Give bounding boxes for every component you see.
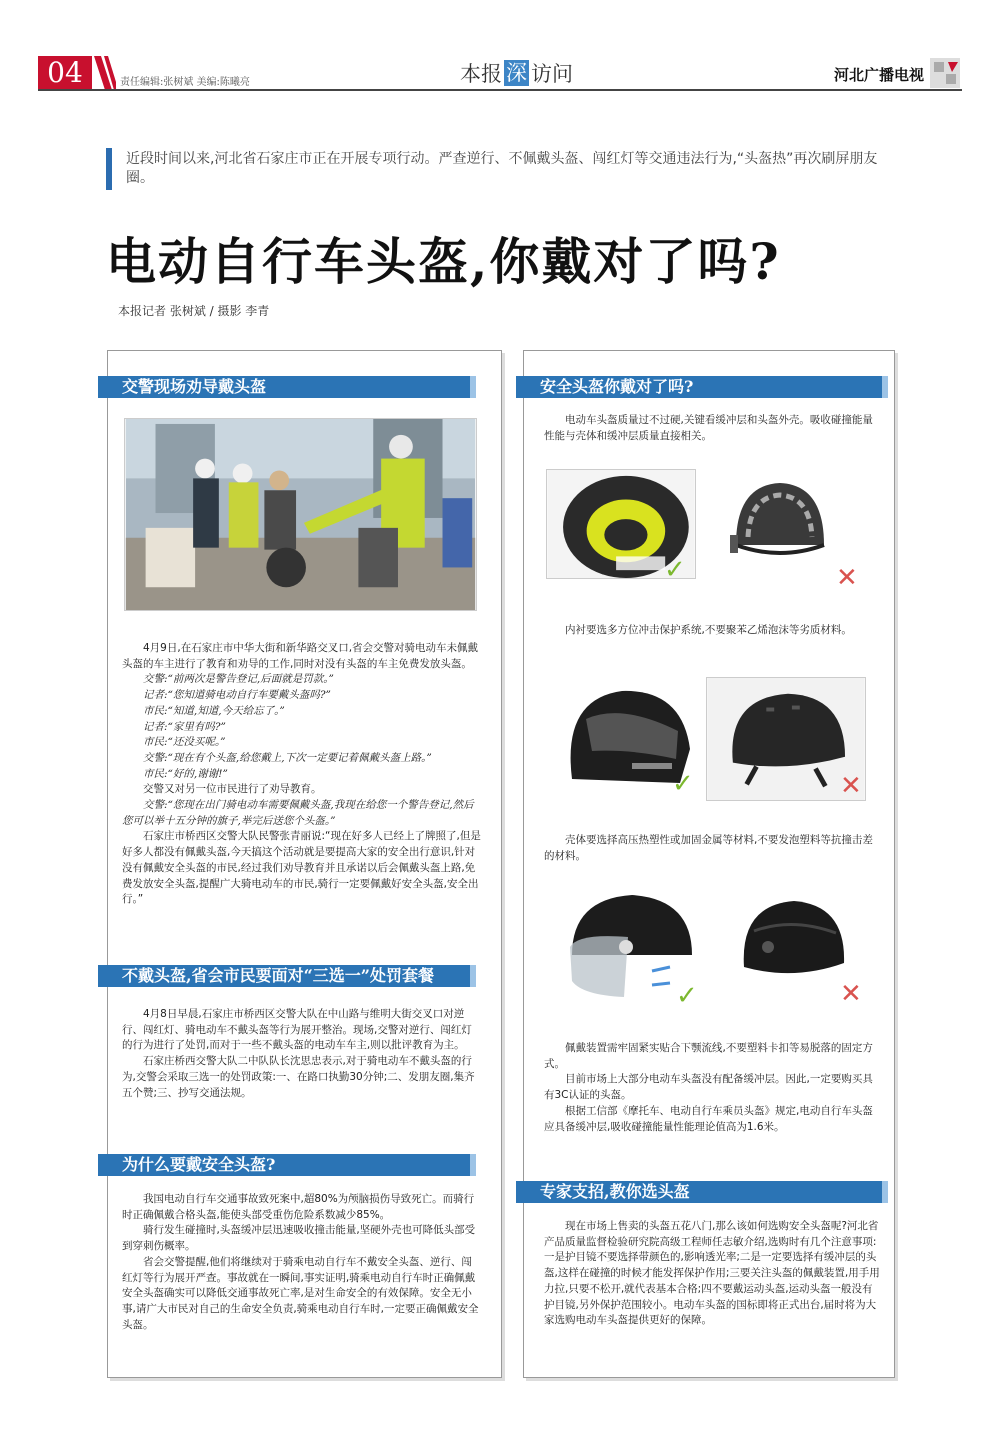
section-body-traffic-police [122,641,482,908]
cross-mark-icon: ✕ [840,979,862,1009]
column-suffix: 访问 [531,62,573,86]
paragraph: 内衬要选多方位冲击保护系统,不要聚苯乙烯泡沫等劣质材料。 [565,624,852,636]
paragraph: 壳体要选择高压热塑性或加固金属等材料,不要发泡塑料等抗撞击差的材料。 [544,834,873,862]
check-mark-icon: ✓ [664,555,686,585]
newspaper-name: 河北广播电视 [834,66,925,84]
paragraph: 骑行发生碰撞时,头盔缓冲层迅速吸收撞击能量,坚硬外壳也可降低头部受到穿刺伤概率。 [122,1224,476,1253]
section-title-traffic-police: 交警现场劝导戴头盔 [98,376,476,398]
right-column-panel [523,350,895,1378]
page-number: 04 [38,56,92,90]
section-title-why-helmet: 为什么要戴安全头盔? [98,1154,476,1176]
section-title-helmet-check: 安全头盔你戴对了吗? [516,376,888,398]
paragraph: 我国电动自行车交通事故致死案中,超80%为颅脑损伤导致死亡。而骑行时正确佩戴合格头盔,能使头部受重伤危险系数减少85%。 [122,1193,475,1221]
headline: 电动自行车头盔,你戴对了吗? [106,232,781,291]
cross-mark-icon: ✕ [840,771,862,801]
paragraph: 石家庄桥西交警大队二中队队长沈思忠表示,对于骑电动车不戴头盔的行为,交警会采取三选一的处罚政策:一、在路口执勤30分钟;二、发朋友圈,集齐五个赞;三、抄写交通法规。 [122,1055,475,1099]
paragraph: 省会交警提醒,他们将继续对于骑乘电动自行车不戴安全头盔、逆行、闯红灯等行为展开严查。事故就在一瞬间,事实证明,骑乘电动自行车时正确佩戴安全头盔确实可以降低交通事故死亡率,是对生命安全的有效保障。安全无小事,请广大市民对自己的生命安全负责,骑乘电动自行车时,一定要正确佩戴安全头盔。 [122,1255,479,1331]
column-highlight: 深 [506,61,527,85]
dialogue-line: 市民:“好的,谢谢!” [143,767,228,780]
byline: 本报记者 张树斌 / 摄影 李青 [118,304,270,318]
header-rule [38,89,962,91]
section-paragraph-shell [544,833,882,864]
section-body-penalty [122,1007,482,1101]
column-title [460,58,573,88]
paragraph: 佩戴装置需牢固紧实贴合下颚流线,不要塑料卡扣等易脱落的固定方式。 [544,1042,873,1070]
page-number-stripe-decoration [92,56,116,90]
helmet-foam-bad-photo [724,475,834,571]
dialogue-line: 交警:“现在有个头盔,给您戴上,下次一定要记着佩戴头盔上路。” [143,751,432,764]
dialogue-line: 市民:“知道,知道,今天给忘了。” [143,704,285,717]
section-intro-helmet-check [544,413,882,444]
section-title-expert-tips: 专家支招,教你选头盔 [516,1181,888,1203]
section-title-penalty: 不戴头盔,省会市民要面对“三选一”处罚套餐 [98,965,476,987]
section-paragraphs-fit-and-standard [544,1041,882,1135]
paragraph: 石家庄市桥西区交警大队民警张青丽说:“现在好多人已经上了牌照了,但是好多人都没有佩戴头盔,今天搞这个活动就是要提高大家的安全出行意识,针对没有佩戴安全头盔的市民,经过我们劝导教育并且承诺以后会佩戴头盔上路,免费发放安全头盔,提醒广大骑电动车的市民,骑行一定要佩戴好安全头盔,安全出行。” [122,830,481,906]
paragraph: 交警又对另一位市民进行了劝导教育。 [143,783,322,796]
paragraph: 现在市场上售卖的头盔五花八门,那么该如何选购安全头盔呢?河北省产品质量监督检验研究院高级工程师任志敏介绍,选购时有几个注意事项:一是护目镜不要选择带颜色的,影响透光率;二是一定要选择有缓冲层的头盔,这样在碰撞的时候才能发挥保护作用;三要关注头盔的佩戴装置,用手用力拉,只要不松开,就代表基本合格;四不要戴运动头盔,运动头盔一般没有护目镜,另外保护范围较小。电动车头盔的国标即将正式出台,届时将为大家选购电动车头盔提供更好的保障。 [544,1220,880,1327]
dialogue-line: 交警:“前两次是警告登记,后面就是罚款。” [143,673,334,686]
paragraph: 电动车头盔质量过不过硬,关键看缓冲层和头盔外壳。吸收碰撞能量性能与壳体和缓冲层质量直接相关。 [544,414,873,442]
half-helmet-plastic-buckle-bad-photo [732,891,852,1001]
lead-paragraph: 近段时间以来,河北省石家庄市正在开展专项行动。严查逆行、不佩戴头盔、闯红灯等交通违法行为,“头盔热”再次刷屏朋友圈。 [106,148,896,190]
section-body-expert-tips [544,1219,882,1329]
paragraph: 目前市场上大部分电动车头盔没有配备缓冲层。因此,一定要购买具有3C认证的头盔。 [544,1073,873,1102]
newspaper-logo-icon [928,56,962,90]
section-paragraph-liner [544,623,882,639]
traffic-police-photo [124,418,477,611]
section-body-why-helmet [122,1192,482,1333]
paragraph: 根据工信部《摩托车、电动自行车乘员头盔》规定,电动自行车头盔应具备缓冲层,吸收碰撞能量性能理论值高为1.6米。 [544,1104,873,1133]
left-column-panel [107,350,502,1378]
dialogue-line: 交警:“您现在出门骑电动车需要佩戴头盔,我现在给您一个警告登记,然后您可以举十五分钟的旗子,举完后送您个头盔。” [122,799,474,827]
check-mark-icon: ✓ [676,981,698,1011]
dialogue-line: 记者:“您知道骑电动自行车要戴头盔吗?” [143,689,331,702]
check-mark-icon: ✓ [672,769,694,799]
dialogue-line: 记者:“家里有吗?” [143,720,226,733]
editor-credits: 责任编辑:张树斌 美编:陈曦亮 [120,77,250,88]
dialogue-line: 市民:“还没买呢。” [143,736,226,749]
cross-mark-icon: ✕ [836,563,858,593]
column-prefix: 本报 [460,62,502,86]
paragraph: 4月9日,在石家庄市中华大街和新华路交叉口,省会交警对骑电动车未佩戴头盔的车主进行了教育和劝导的工作,同时对没有头盔的车主免费发放头盔。 [122,642,479,670]
paragraph: 4月8日早晨,石家庄市桥西区交警大队在中山路与维明大街交叉口对逆行、闯红灯、骑电动车不戴头盔等行为展开整治。现场,交警对逆行、闯红灯的行为进行了处罚,而对于一些不戴头盔的电动车车主,则以批评教育为主。 [122,1008,472,1052]
